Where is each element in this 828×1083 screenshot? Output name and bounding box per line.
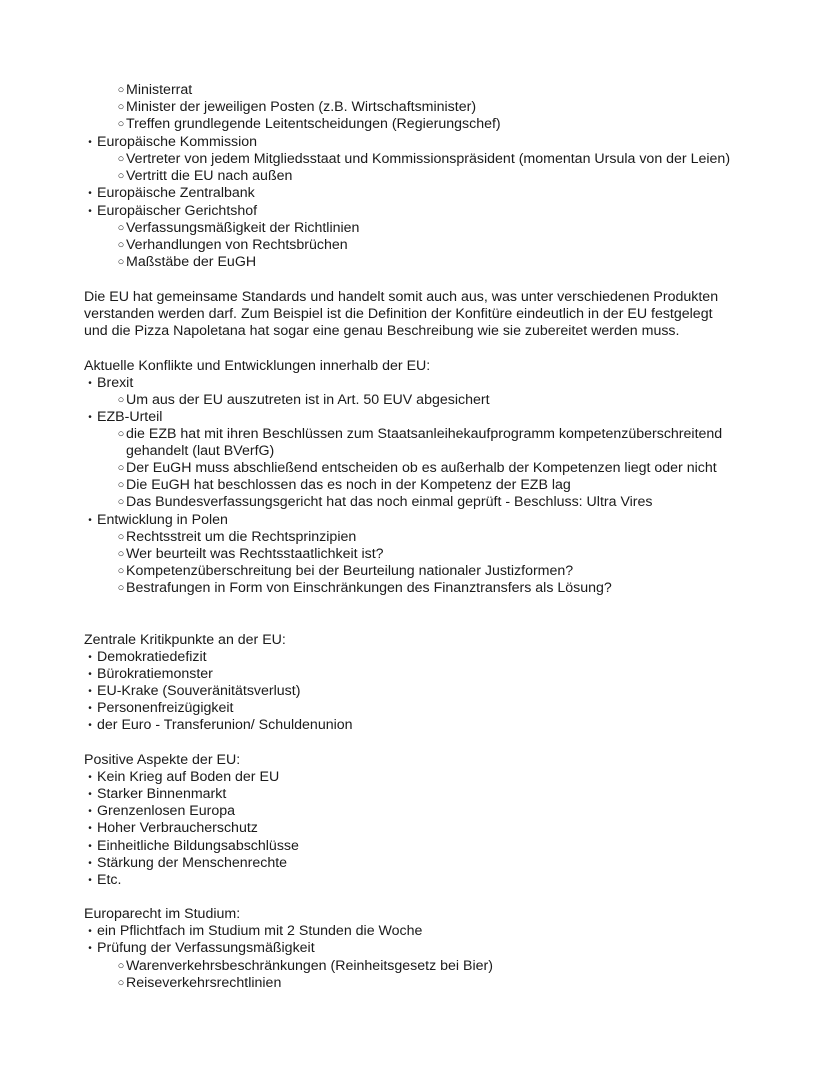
list-item — [84, 409, 162, 426]
list-item — [116, 220, 359, 237]
list-item-text: Entwicklung in Polen — [97, 512, 228, 528]
bullet: • — [88, 703, 92, 714]
circle-bullet: ○ — [117, 462, 125, 474]
list-item-text: Reiseverkehrsrechtlinien — [126, 975, 282, 991]
list-item — [84, 923, 422, 940]
list-item — [84, 203, 257, 220]
list-item — [84, 134, 257, 151]
list-item — [116, 975, 281, 992]
list-item — [116, 99, 476, 116]
circle-bullet: ○ — [117, 256, 125, 268]
list-item-text: EU-Krake (Souveränitätsverlust) — [97, 683, 301, 699]
bullet: • — [88, 188, 92, 199]
list-item — [116, 168, 292, 185]
list-item — [84, 683, 300, 700]
bullet: • — [88, 515, 92, 526]
list-item — [116, 958, 493, 975]
list-item-text: Bürokratiemonster — [97, 666, 213, 682]
bullet: • — [88, 686, 92, 697]
list-item-text: Europäischer Gerichtshof — [97, 203, 258, 219]
list-item-text: Etc. — [97, 872, 122, 888]
list-item-text: Einheitliche Bildungsabschlüsse — [97, 838, 299, 854]
bullet: • — [88, 412, 92, 423]
bullet: • — [88, 841, 92, 852]
list-item-text: Maßstäbe der EuGH — [126, 254, 257, 270]
list-item-text: Starker Binnenmarkt — [97, 786, 227, 802]
list-item — [84, 803, 235, 820]
list-item-text: Bestrafungen in Form von Einschränkungen des Finanztransfers als Lösung? — [126, 580, 612, 596]
list-item-text: Der EuGH muss abschließend entscheiden ob es außerhalb der Kompetenzen liegt oder nicht — [126, 460, 717, 476]
bullet: • — [88, 823, 92, 834]
bullet: • — [88, 378, 92, 389]
paragraph-line: verstanden werden darf. Zum Beispiel ist die Definition der Konfitüre eindeutlich in der EU festgelegt — [84, 306, 713, 322]
list-item — [116, 237, 348, 254]
list-item — [116, 580, 612, 597]
list-item — [116, 563, 573, 580]
section-heading: Aktuelle Konflikte und Entwicklungen innerhalb der EU: — [84, 358, 431, 374]
list-item-text: Europäische Zentralbank — [97, 185, 255, 201]
list-item — [84, 769, 279, 786]
list-item-text: Ministerrat — [126, 82, 193, 98]
list-item-text: Verfassungsmäßigkeit der Richtlinien — [126, 220, 360, 236]
list-item — [84, 838, 299, 855]
list-item-text: Warenverkehrsbeschränkungen (Reinheitsgesetz bei Bier) — [126, 958, 493, 974]
list-item-text: Stärkung der Menschenrechte — [97, 855, 288, 871]
bullet: • — [88, 858, 92, 869]
bullet: • — [88, 669, 92, 680]
list-item-text: EZB-Urteil — [97, 409, 163, 425]
paragraph-line: und die Pizza Napoletana hat sogar eine genau Beschreibung wie sie zubereitet werden muss. — [84, 323, 680, 339]
list-item — [116, 494, 653, 511]
list-item — [84, 717, 353, 734]
list-item — [84, 855, 287, 872]
list-item-text: gehandelt (laut BVerfG) — [126, 443, 275, 459]
list-item-text: Personenfreizügigkeit — [97, 700, 234, 716]
list-item-text: Treffen grundlegende Leitentscheidungen (Regierungschef) — [126, 116, 501, 132]
bullet: • — [88, 206, 92, 217]
section-heading: Zentrale Kritikpunkte an der EU: — [84, 632, 286, 648]
circle-bullet: ○ — [117, 170, 125, 182]
circle-bullet: ○ — [117, 960, 125, 972]
bullet: • — [88, 652, 92, 663]
list-item-text: Grenzenlosen Europa — [97, 803, 236, 819]
list-item-text: Vertreter von jedem Mitgliedsstaat und Kommissionspräsident (momentan Ursula von der Leien) — [126, 151, 731, 167]
list-item — [116, 460, 717, 477]
circle-bullet: ○ — [117, 394, 125, 406]
list-item-text: die EZB hat mit ihren Beschlüssen zum Staatsanleihekaufprogramm kompetenzüberschreitend — [126, 426, 723, 442]
list-item-text: Verhandlungen von Rechtsbrüchen — [126, 237, 348, 253]
section-heading: Positive Aspekte der EU: — [84, 752, 241, 768]
list-item — [84, 786, 226, 803]
section-heading: Europarecht im Studium: — [84, 906, 241, 922]
list-item-text: Vertritt die EU nach außen — [126, 168, 293, 184]
bullet: • — [88, 926, 92, 937]
list-item — [116, 426, 722, 443]
circle-bullet: ○ — [117, 479, 125, 491]
bullet: • — [88, 875, 92, 886]
list-item-continuation — [116, 443, 274, 460]
circle-bullet: ○ — [117, 153, 125, 165]
list-item — [84, 185, 255, 202]
bullet: • — [88, 720, 92, 731]
list-item-text: Die EuGH hat beschlossen das es noch in der Kompetenz der EZB lag — [126, 477, 571, 493]
bullet: • — [88, 137, 92, 148]
list-item — [116, 529, 356, 546]
list-item-text: Rechtsstreit um die Rechtsprinzipien — [126, 529, 357, 545]
list-item — [84, 872, 121, 889]
circle-bullet: ○ — [117, 118, 125, 130]
list-item-text: Prüfung der Verfassungsmäßigkeit — [97, 940, 315, 956]
list-item — [116, 392, 490, 409]
list-item — [84, 700, 233, 717]
circle-bullet: ○ — [117, 428, 125, 440]
list-item — [84, 649, 207, 666]
circle-bullet: ○ — [117, 101, 125, 113]
list-item-text: Demokratiedefizit — [97, 649, 207, 665]
bullet: • — [88, 772, 92, 783]
list-item — [84, 940, 315, 957]
list-item — [84, 375, 133, 392]
list-item-text: Wer beurteilt was Rechtsstaatlichkeit ist? — [126, 546, 384, 562]
circle-bullet: ○ — [117, 496, 125, 508]
list-item — [116, 254, 256, 271]
circle-bullet: ○ — [117, 222, 125, 234]
list-item — [84, 666, 213, 683]
bullet: • — [88, 789, 92, 800]
circle-bullet: ○ — [117, 239, 125, 251]
list-item-text: ein Pflichtfach im Studium mit 2 Stunden die Woche — [97, 923, 423, 939]
circle-bullet: ○ — [117, 531, 125, 543]
bullet: • — [88, 806, 92, 817]
list-item — [116, 151, 730, 168]
circle-bullet: ○ — [117, 582, 125, 594]
list-item — [84, 820, 258, 837]
list-item-text: Kein Krieg auf Boden der EU — [97, 769, 280, 785]
list-item-text: Brexit — [97, 375, 134, 391]
circle-bullet: ○ — [117, 548, 125, 560]
list-item — [116, 116, 501, 133]
list-item — [116, 477, 571, 494]
list-item-text: Das Bundesverfassungsgericht hat das noch einmal geprüft - Beschluss: Ultra Vires — [126, 494, 653, 510]
list-item-text: Um aus der EU auszutreten ist in Art. 50 EUV abgesichert — [126, 392, 490, 408]
circle-bullet: ○ — [117, 565, 125, 577]
list-item-text: Kompetenzüberschreitung bei der Beurteilung nationaler Justizformen? — [126, 563, 574, 579]
circle-bullet: ○ — [117, 977, 125, 989]
bullet: • — [88, 943, 92, 954]
list-item — [116, 82, 192, 99]
list-item-text: der Euro - Transferunion/ Schuldenunion — [97, 717, 353, 733]
list-item-text: Minister der jeweiligen Posten (z.B. Wirtschaftsminister) — [126, 99, 477, 115]
list-item — [116, 546, 384, 563]
paragraph-line: Die EU hat gemeinsame Standards und handelt somit auch aus, was unter verschiedenen Produkten — [84, 289, 719, 305]
list-item-text: Europäische Kommission — [97, 134, 258, 150]
list-item-text: Hoher Verbraucherschutz — [97, 820, 258, 836]
circle-bullet: ○ — [117, 84, 125, 96]
list-item — [84, 512, 228, 529]
